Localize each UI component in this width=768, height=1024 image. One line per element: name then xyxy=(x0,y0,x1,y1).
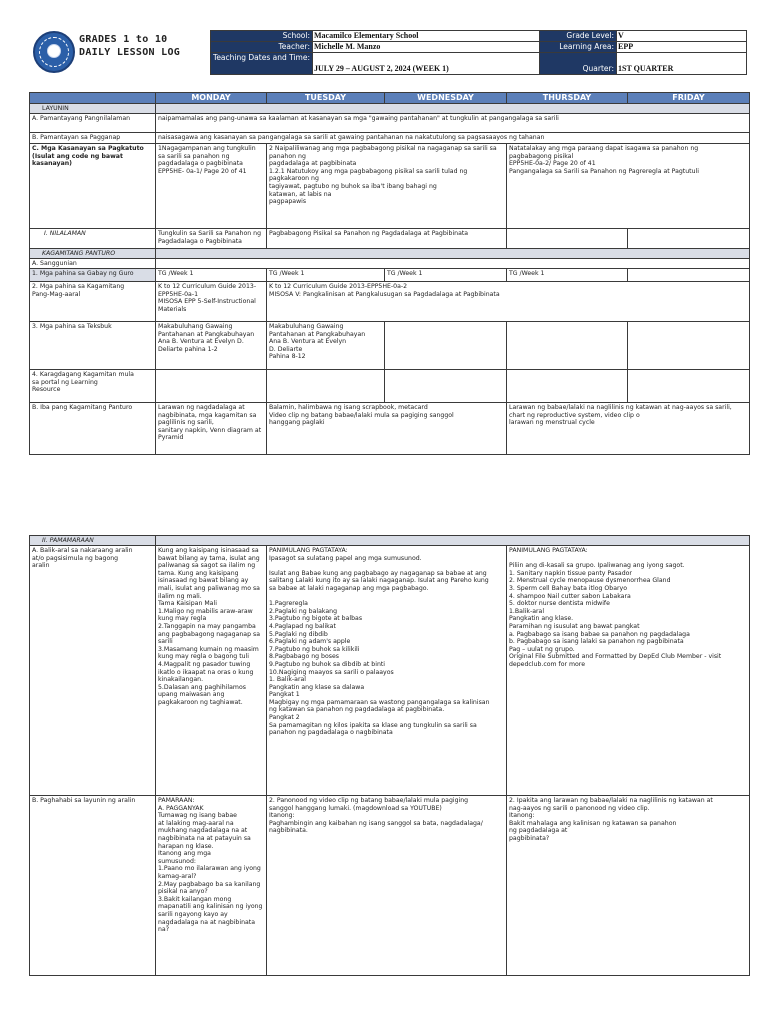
paghahabi-monday: PAMARAAN: A. PAGGANYAK Tumawag ng isang babae at lalaking mag-aaral na mukhang nagdadalaga na at nagbibinata na at patayuin sa harapan ng klase. Itanong ang mga sumusunod: 1.Paano mo ilalarawan ang iyong kamag-aral? 2.May pagbabago ba sa kanilang pisikal na anyo? 3.Bakit kailangan mong mapanatili ang kalinisan ng iyong sarili ngayong kayo ay nagdadalaga na at nagbibinata na? xyxy=(156,796,267,976)
pamantayan-pagganap-text: naisasagawa ang kasanayan sa pangangalaga sa sarili at gawaing pantahanan na nakatutulong sa pagsasaayos ng tahanan xyxy=(156,133,750,144)
pamantayang-pangnilalaman-label: A. Pamantayang Pangnilalaman xyxy=(30,114,156,133)
gabay-guro-wednesday: TG /Week 1 xyxy=(385,269,507,282)
lesson-table-part2 xyxy=(29,535,750,976)
document-title xyxy=(79,33,180,59)
kasanayan-monday: 1Nagagampanan ang tungkulin sa sarili sa panahon ng pagdadalaga o pagbibinata EPP5HE- 0a-1/ Page 20 of 41 xyxy=(156,144,267,229)
gabay-guro-friday xyxy=(628,269,750,282)
gabay-guro-thursday: TG /Week 1 xyxy=(507,269,628,282)
iba-pang-kagamitan-label: B. Iba pang Kagamitang Panturo xyxy=(30,403,156,455)
pamantayang-pangnilalaman-text: naipamamalas ang pang-unawa sa kaalaman at kasanayan sa mga "gawaing pantahanan" at tungkulin at pangangalaga sa sarili xyxy=(156,114,750,133)
karagdagang-kagamitan-label: 4. Karagdagang Kagamitan mula sa portal ng Learning Resource xyxy=(30,370,156,403)
balik-aral-tuesday: PANIMULANG PAGTATAYA: Ipasagot sa sulatang papel ang mga sumusunod. Isulat ang Babae kung ang pagbabago ay nagaganap sa babae at ang salitang Lalaki kung ito ay sa lalaki nagaganap. Isulat ang Pareho kung sa babae at lalaki nagaganap ang mga pagbabago. 1.Pagreregla 2.Paglaki ng balakang 3.Pagtubo ng bigote at balbas 4.Paglapad ng balikat 5.Paglaki ng dibdib 6.Paglaki ng adam's apple 7.Pagtubo ng buhok sa kilikili 8.Pagbabago ng boses 9.Pagtubo ng buhok sa dibdib at binti 10.Nagiging maayos sa sarili o palaayos 1. Balik-aral Pangkatin ang klase sa dalawa Pangkat 1 Magbigay ng mga pamamaraan sa wastong pangangalaga sa kalinisan ng katawan sa panahon ng pagdadalaga at pagbibinata. Pangkat 2 Sa pamamagitan ng kilos ipakita sa klase ang tungkulin sa sarili sa panahon ng pagdadalaga o nagbibinata xyxy=(267,546,507,796)
balik-aral-monday: Kung ang kaisipang isinasaad sa bawat bilang ay tama, isulat ang paliwanag sa sagot sa ilalim ng tama. Kung ang kaisipang isinasaad ng bawat bilang ay mali, isulat ang paliwanag mo sa ilalim ng mali. Tama Kaisipan Mali 1.Maligo ng mabilis araw-araw kung may regla 2.Tanggapin na may pangamba ang pagbabagong nagaganap sa sarili 3.Masamang kumain ng maasim kung may regla o bagong tuli 4.Magpalit ng pasador tuwing ikatlo o ikaapat na oras o kung kinakailangan. 5.Dalasan ang paghihilamos upang maiwasan ang pagkakaroon ng taghiawat. xyxy=(156,546,267,796)
layunin-label: LAYUNIN xyxy=(30,104,156,114)
teksbuk-tuesday: Makabuluhang Gawaing Pantahanan at Pangkabuhayan Ana B. Ventura at Evelyn D. Deliarte Pahina 8-12 xyxy=(267,322,385,370)
kasanayan-tuesday: 2 Naipaliliwanag ang mga pagbabagong pisikal na nagaganap sa sarili sa panahon ng pagdadalaga at pagbibinata 1.2.1 Natutukoy ang mga pagbabagong pisikal sa sarili tulad ng pagkakaroon ng tagiyawat, pagtubo ng buhok sa iba't ibang bahagi ng katawan, at labis na pagpapawis xyxy=(267,144,507,229)
nilalaman-thursday xyxy=(507,229,628,249)
paghahabi-tuesday: 2. Panonood ng video clip ng batang babae/lalaki mula pagiging sanggol hanggang lumaki. (magdownload sa YOUTUBE) Itanong: Paghambingin ang kaibahan ng isang sanggol sa bata, nagdadalaga/ nagbibinata. xyxy=(267,796,507,976)
kagamitang-mag-aaral-monday: K to 12 Curriculum Guide 2013- EPP5HE-0a-1 MISOSA EPP 5-Self-Instructional Materials xyxy=(156,282,267,322)
gabay-guro-tuesday: TG /Week 1 xyxy=(267,269,385,282)
day-wednesday: WEDNESDAY xyxy=(385,93,507,104)
school-value: Macamilco Elementary School xyxy=(313,31,540,42)
nilalaman-monday: Tungkulin sa Sarili sa Panahon ng Pagdadalaga o Pagbibinata xyxy=(156,229,267,249)
paghahabi-thursday: 2. Ipakita ang larawan ng babae/lalaki na naglilinis ng katawan at nag-aayos ng sarili o panonood ng video clip. Itanong: Bakit mahalaga ang kalinisan ng katawan sa panahon ng pagdadalaga at pagbibinata? xyxy=(507,796,750,976)
teacher-label: Teacher: xyxy=(211,42,313,53)
kasanayan-thursday: Natatalakay ang mga paraang dapat isagawa sa panahon ng pagbabagong pisikal EPP5HE-0a-2/ Page 20 of 41 Pangangalaga sa Sarili sa Panahon ng Pagreregla at Pagtutuli xyxy=(507,144,750,229)
quarter-value: 1ST QUARTER xyxy=(617,53,747,75)
header-table xyxy=(210,30,747,75)
balik-aral-label: A. Balik-aral sa nakaraang aralin at/o pagsisimula ng bagong aralin xyxy=(30,546,156,796)
karagdagang-thursday xyxy=(507,370,628,403)
pamamaraan-fill xyxy=(156,536,750,546)
karagdagang-friday xyxy=(628,370,750,403)
iba-pang-kagamitan-tuesday: Balamin, halimbawa ng isang scrapbook, metacard Video clip ng batang babae/lalaki mula sa pagiging sanggol hanggang paglaki xyxy=(267,403,507,455)
kagamitang-panturo-fill xyxy=(156,249,750,259)
karagdagang-monday xyxy=(156,370,267,403)
teksbuk-friday xyxy=(628,322,750,370)
kagamitang-panturo-label: KAGAMITANG PANTURO xyxy=(30,249,156,259)
day-monday: MONDAY xyxy=(156,93,267,104)
sanggunian-fill xyxy=(156,259,750,269)
lesson-table-part1 xyxy=(29,92,750,455)
nilalaman-friday xyxy=(628,229,750,249)
kagamitang-mag-aaral-tuesday: K to 12 Curriculum Guide 2013-EPP5HE-0a-2 MISOSA V: Pangkalinisan at Pangkalusugan sa Pagdadalaga at Pagbibinata xyxy=(267,282,750,322)
layunin-fill xyxy=(156,104,750,114)
gabay-guro-label: 1. Mga pahina sa Gabay ng Guro xyxy=(30,269,156,282)
pamantayan-pagganap-label: B. Pamantayan sa Pagganap xyxy=(30,133,156,144)
teksbuk-label: 3. Mga pahina sa Teksbuk xyxy=(30,322,156,370)
nilalaman-label: I. NILALAMAN xyxy=(30,229,156,249)
teksbuk-thursday xyxy=(507,322,628,370)
dates-value: JULY 29 – AUGUST 2, 2024 (WEEK 1) xyxy=(313,53,540,75)
day-thursday: THURSDAY xyxy=(507,93,628,104)
area-value: EPP xyxy=(617,42,747,53)
grade-value: V xyxy=(617,31,747,42)
quarter-label: Quarter: xyxy=(540,53,617,75)
gabay-guro-monday: TG /Week 1 xyxy=(156,269,267,282)
dates-label: Teaching Dates and Time: xyxy=(211,53,313,75)
karagdagang-tuesday xyxy=(267,370,385,403)
balik-aral-thursday: PANIMULANG PAGTATAYA: Piliin ang di-kasali sa grupo. Ipaliwanag ang iyong sagot. 1. Sanitary napkin tissue panty Pasador 2. Menstrual cycle menopause dysmenorrhea Gland 3. Sperm cell Bahay bata itlog Obaryo 4. shampoo Nail cutter sabon Labakara 5. doktor nurse dentista midwife 1.Balik-aral Pangkatin ang klase. Paramihan ng isusulat ang bawat pangkat a. Pagbabago sa isang babae sa panahon ng pagdadalaga b. Pagbabago sa isang lalaki sa panahon ng pagbibinata Pag – uulat ng grupo. Original File Submitted and Formatted by DepEd Club Member - visit depedclub.com for more xyxy=(507,546,750,796)
school-label: School: xyxy=(211,31,313,42)
corner-cell xyxy=(30,93,156,104)
karagdagang-wednesday xyxy=(385,370,507,403)
paghahabi-label: B. Paghahabi sa layunin ng aralin xyxy=(30,796,156,976)
title-line-2: DAILY LESSON LOG xyxy=(79,47,181,58)
pamamaraan-label: II. PAMAMARAAN xyxy=(30,536,156,546)
sanggunian-label: A. Sanggunian xyxy=(30,259,156,269)
teksbuk-wednesday xyxy=(385,322,507,370)
area-label: Learning Area: xyxy=(540,42,617,53)
nilalaman-tuesday: Pagbabagong Pisikal sa Panahon ng Pagdadalaga at Pagbibinata xyxy=(267,229,507,249)
teacher-value: Michelle M. Manzo xyxy=(313,42,540,53)
teksbuk-monday: Makabuluhang Gawaing Pantahanan at Pangkabuhayan Ana B. Ventura at Evelyn D. Deliarte pahina 1-2 xyxy=(156,322,267,370)
iba-pang-kagamitan-thursday: Larawan ng babae/lalaki na naglilinis ng katawan at nag-aayos sa sarili, chart ng reproductive system, video clip o larawan ng menstrual cycle xyxy=(507,403,750,455)
iba-pang-kagamitan-monday: Larawan ng nagdadalaga at nagbibinata, mga kagamitan sa paglilinis ng sarili, sanitary napkin, Venn diagram at Pyramid xyxy=(156,403,267,455)
title-line-1: GRADES 1 to 10 xyxy=(79,34,168,45)
day-tuesday: TUESDAY xyxy=(267,93,385,104)
grade-label: Grade Level: xyxy=(540,31,617,42)
deped-seal xyxy=(33,31,75,73)
kagamitang-mag-aaral-label: 2. Mga pahina sa Kagamitang Pang-Mag-aaral xyxy=(30,282,156,322)
kasanayan-label: C. Mga Kasanayan sa Pagkatuto (Isulat ang code ng bawat kasanayan) xyxy=(30,144,156,229)
day-friday: FRIDAY xyxy=(628,93,750,104)
